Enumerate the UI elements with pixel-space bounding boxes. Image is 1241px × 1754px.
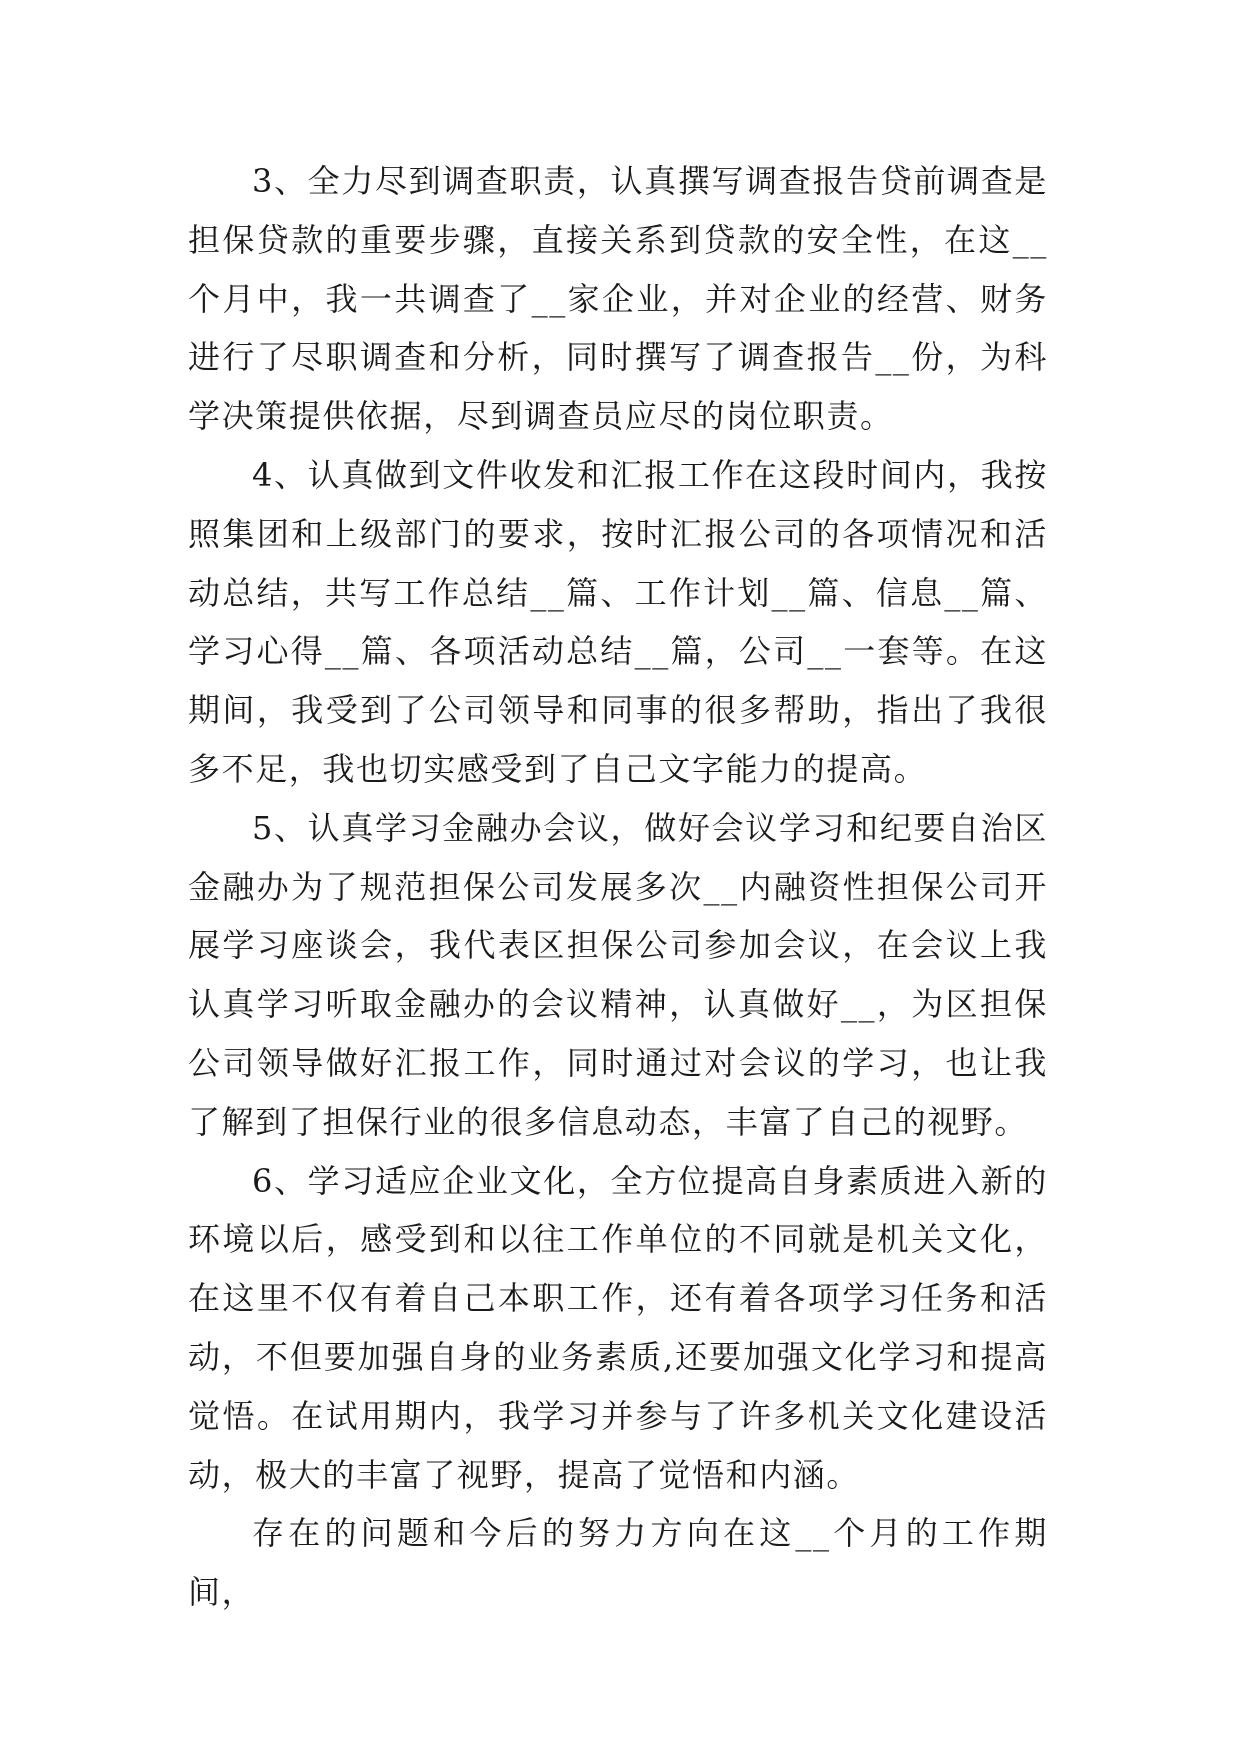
paragraph-item-6: 6、学习适应企业文化，全方位提高自身素质进入新的环境以后，感受到和以往工作单位的不同就是机关文化，在这里不仅有着自己本职工作，还有着各项学习任务和活动，不但要加强自身的业务素质,还要加强文化学习和提高觉悟。在试用期内，我学习并参与了许多机关文化建设活动，极大的丰富了视野，提高了觉悟和内涵。: [188, 1161, 1048, 1494]
paragraph-item-4: 4、认真做到文件收发和汇报工作在这段时间内，我按照集团和上级部门的要求，按时汇报公司的各项情况和活动总结，共写工作总结__篇、工作计划__篇、信息__篇、学习心得__篇、各项活动总结__篇，公司__一套等。在这期间，我受到了公司领导和同事的很多帮助，指出了我很多不足，我也切实感受到了自己文字能力的提高。: [188, 455, 1048, 788]
document-body: [188, 152, 1048, 1622]
paragraph-item-5: 5、认真学习金融办会议，做好会议学习和纪要自治区金融办为了规范担保公司发展多次__内融资性担保公司开展学习座谈会，我代表区担保公司参加会议，在会议上我认真学习听取金融办的会议精神，认真做好__，为区担保公司领导做好汇报工作，同时通过对会议的学习，也让我了解到了担保行业的很多信息动态，丰富了自己的视野。: [188, 808, 1048, 1141]
paragraph-item-3: 3、全力尽到调查职责，认真撰写调查报告贷前调查是担保贷款的重要步骤，直接关系到贷款的安全性，在这__个月中，我一共调查了__家企业，并对企业的经营、财务进行了尽职调查和分析，同时撰写了调查报告__份，为科学决策提供依据，尽到调查员应尽的岗位职责。: [188, 162, 1048, 436]
paragraph-problems-intro: 存在的问题和今后的努力方向在这__个月的工作期间，: [188, 1514, 1048, 1612]
